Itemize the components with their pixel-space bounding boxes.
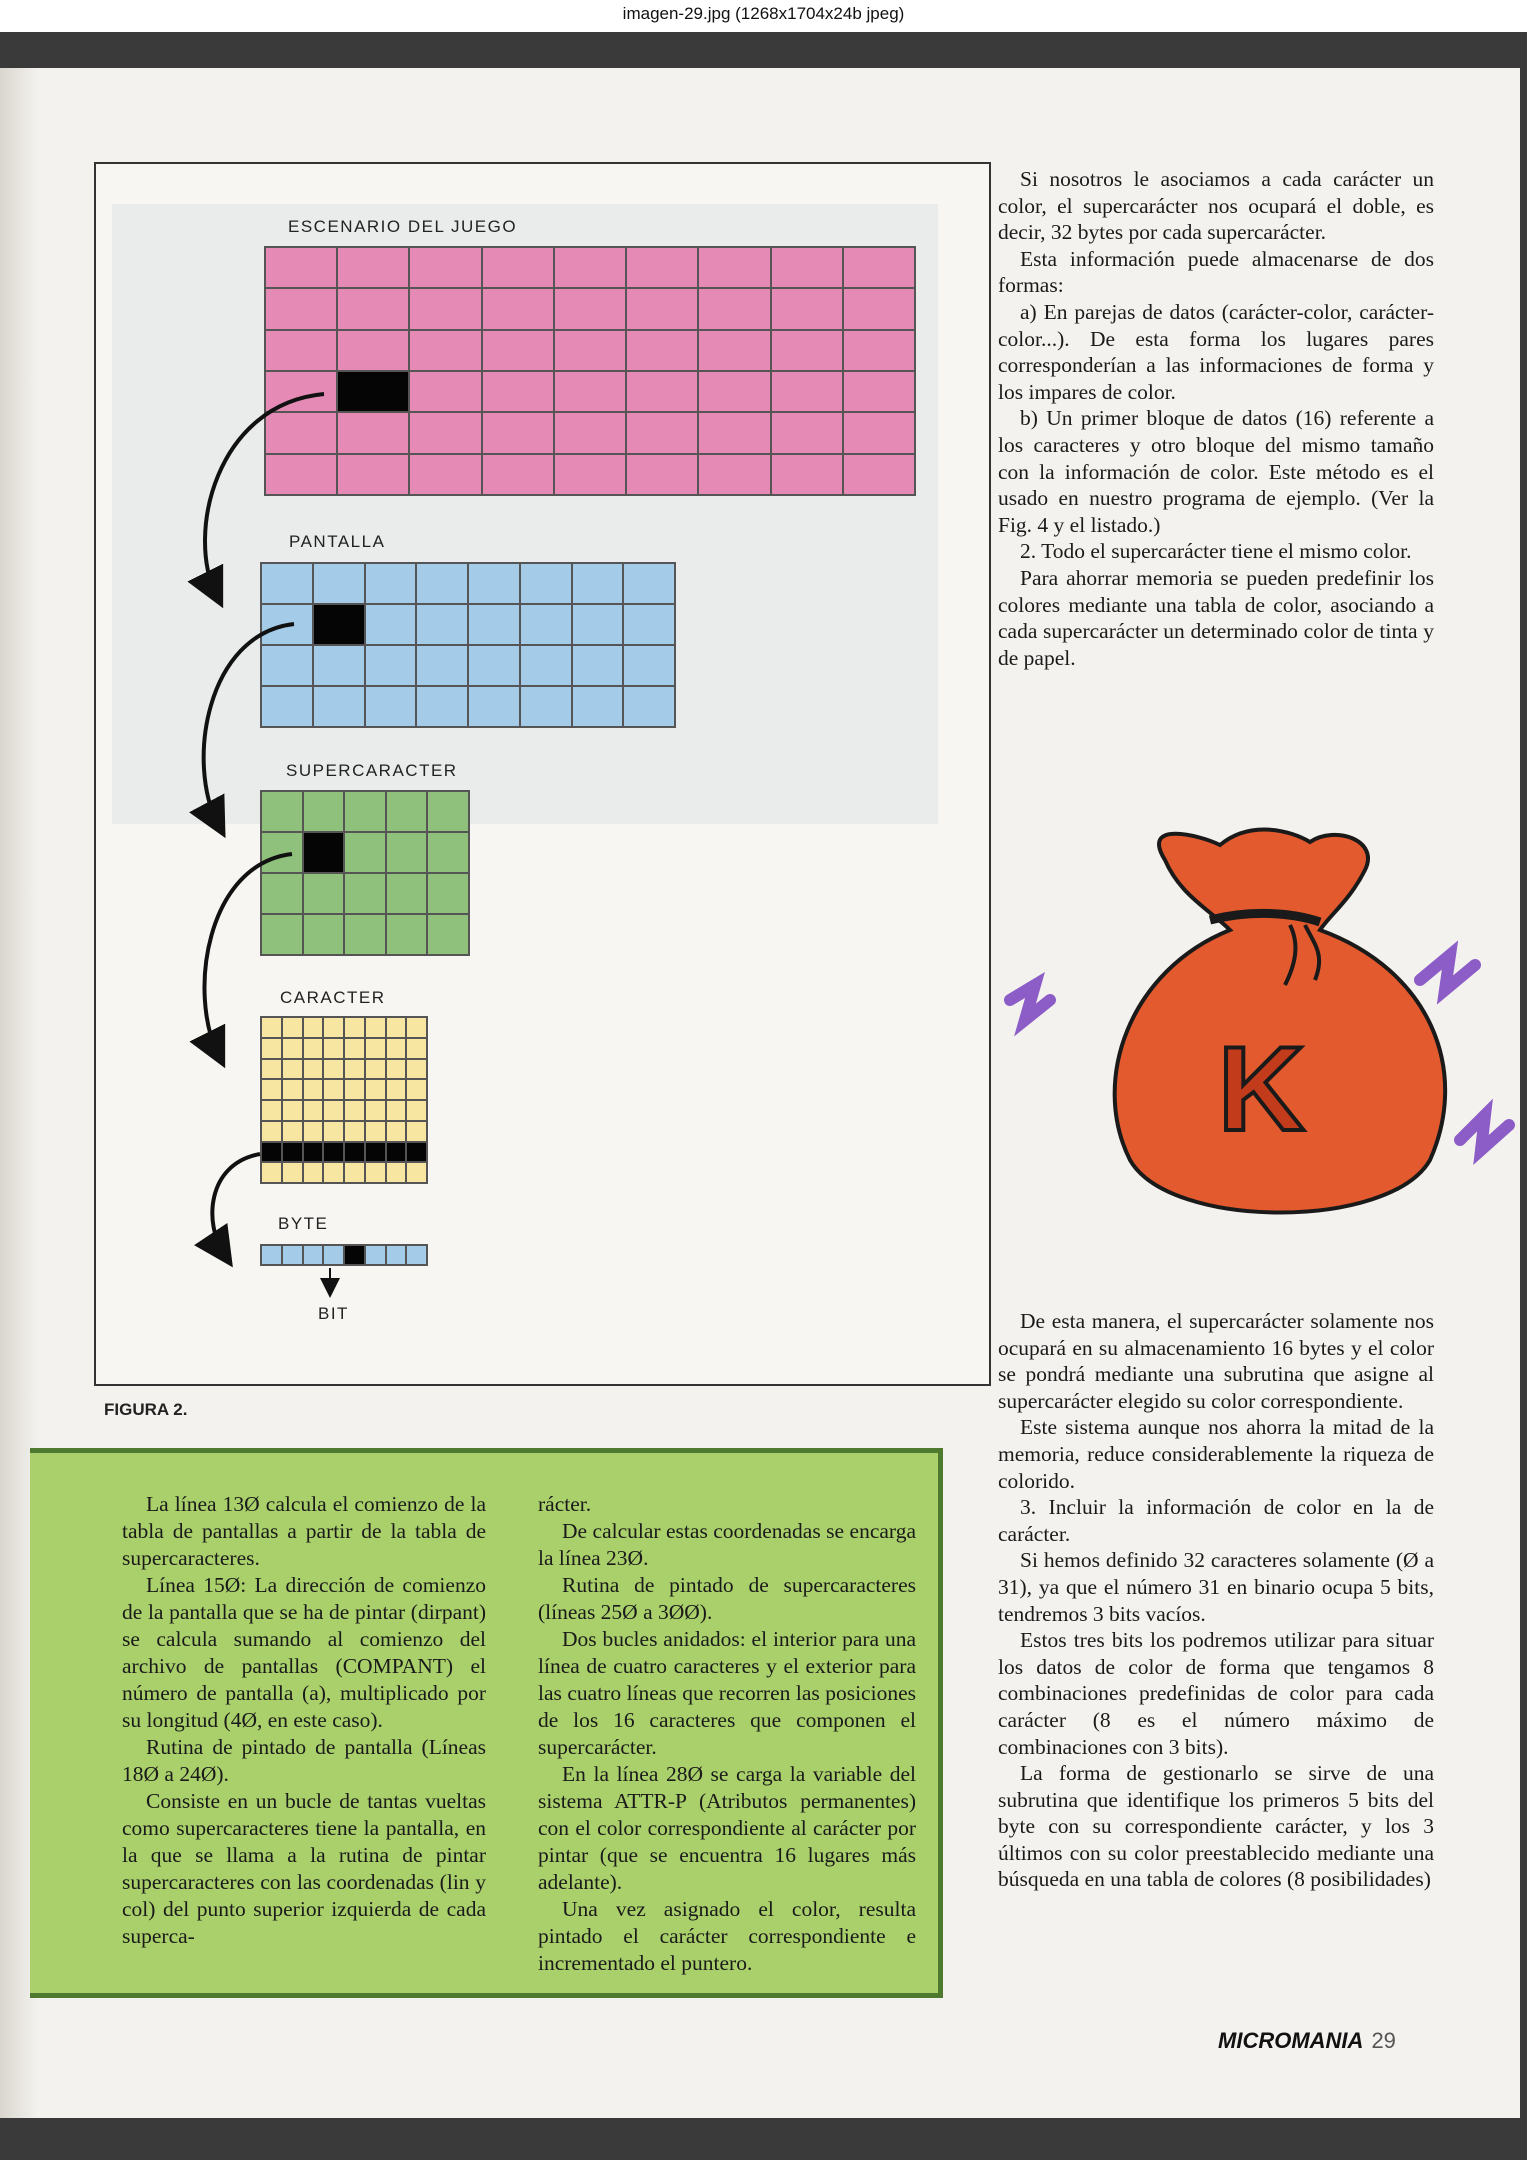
right-column-top-text (998, 166, 1434, 671)
paragraph: b) Un primer bloque de datos (16) referente a los caracteres y otro bloque del mismo tamaño con la información de color. Este método es el usado en nuestro programa de ejemplo. (Ver la Fig. 4 y el listado.) (998, 406, 1434, 537)
paragraph: En la línea 28Ø se carga la variable del sistema ATTR-P (Atributos permanentes) con el color correspondiente al carácter por pintar (que se encuentra 16 lugares más adelante). (538, 1762, 916, 1894)
green-box-left-column (122, 1491, 486, 1950)
arrow-supercaracter-caracter (204, 854, 292, 1054)
paragraph: Si nosotros le asociamos a cada carácter un color, el supercarácter nos ocupará el doble, es decir, 32 bytes por cada supercarácter. (998, 167, 1434, 245)
paragraph: Estos tres bits los podremos utilizar para situar los datos de color de forma que tengamos 8 combinaciones predefinidas de color para cada carácter (8 es el número máximo de combinaciones con 3 bits). (998, 1628, 1434, 1759)
paragraph: Este sistema aunque nos ahorra la mitad de la memoria, reduce considerablemente la riqueza de colorido. (998, 1415, 1434, 1493)
label-byte: BYTE (278, 1214, 329, 1233)
page-footer (1218, 2028, 1396, 2054)
arrow-pantalla-supercaracter (204, 624, 294, 824)
label-supercaracter: SUPERCARACTER (286, 761, 458, 780)
paragraph: Rutina de pintado de pantalla (Líneas 18Ø a 24Ø). (122, 1735, 486, 1786)
paragraph: Rutina de pintado de supercaracteres (líneas 25Ø a 3ØØ). (538, 1573, 916, 1624)
page-number: 29 (1371, 2028, 1396, 2053)
money-bag-illustration (990, 800, 1520, 1260)
paragraph: Dos bucles anidados: el interior para una línea de cuatro caracteres y el exterior para las cuatro líneas que recorren las posiciones de los 16 caracteres que componen el supercarácter. (538, 1627, 916, 1759)
paragraph: Para ahorrar memoria se pueden predefinir los colores mediante una tabla de color, asociando a cada supercarácter un determinado color de tinta y de papel. (998, 565, 1434, 670)
green-box-right-column (538, 1491, 916, 1977)
arrow-caracter-byte (212, 1154, 260, 1254)
paragraph: 2. Todo el supercarácter tiene el mismo color. (1020, 539, 1412, 564)
green-sidebar-box (30, 1448, 943, 1998)
paragraph: Si hemos definido 32 caracteres solamente (Ø a 31), ya que el número 31 en binario ocupa 5 bits, tendremos 3 bits vacíos. (998, 1548, 1434, 1626)
label-escenario: ESCENARIO DEL JUEGO (288, 217, 518, 236)
paragraph: Esta información puede almacenarse de dos formas: (998, 246, 1434, 298)
label-bit: BIT (318, 1304, 349, 1323)
label-pantalla: PANTALLA (289, 532, 386, 551)
magazine-brand: MICROMANIA (1218, 2028, 1364, 2053)
paragraph: La forma de gestionarlo se sirve de una subrutina que identifique los primeros 5 bits del byte con su correspondiente carácter, y los 3 últimos con su color preestablecido mediante una búsqueda en una tabla de colores (8 posibilidades) (998, 1761, 1434, 1892)
figure-caption: FIGURA 2. (104, 1400, 188, 1419)
right-column-bottom-text (998, 1308, 1434, 1893)
green-box-continuation: rácter. (538, 1492, 592, 1516)
arrow-escenario-pantalla (205, 394, 324, 594)
label-caracter: CARACTER (280, 988, 386, 1007)
paragraph: La línea 13Ø calcula el comienzo de la tabla de pantallas a partir de la tabla de supercaracteres. (122, 1492, 486, 1570)
paragraph: Línea 15Ø: La dirección de comienzo de la pantalla que se ha de pintar (dirpant) se calcula sumando al comienzo del archivo de pantallas (COMPANT) el número de pantalla (a), multiplicado por su longitud (4Ø, en este caso). (122, 1573, 486, 1732)
figure-2 (94, 162, 991, 1386)
flow-arrows (96, 164, 989, 1384)
paragraph: De esta manera, el supercarácter solamente nos ocupará en su almacenamiento 16 bytes y el color se pondrá mediante una subrutina que asigne al supercarácter elegido su color correspondiente. (998, 1309, 1434, 1413)
bag-letter: K (1218, 1022, 1305, 1156)
paragraph: Consiste en un bucle de tantas vueltas como supercaracteres tiene la pantalla, en la que se llama a la rutina de pintar supercaracteres con las coordenadas (lin y col) del punto superior izquierda de cada superca- (122, 1789, 486, 1948)
window-title: imagen-29.jpg (1268x1704x24b jpeg) (0, 0, 1527, 32)
paragraph: 3. Incluir la información de color en la de carácter. (998, 1495, 1434, 1546)
paragraph: a) En parejas de datos (carácter-color, carácter-color...). De esta forma los lugares pares corresponderían a las informaciones de forma y los impares de color. (998, 299, 1434, 404)
paragraph: De calcular estas coordenadas se encarga la línea 23Ø. (538, 1519, 916, 1570)
paragraph: Una vez asignado el color, resulta pintado el carácter correspondiente e incrementado el puntero. (538, 1897, 916, 1975)
